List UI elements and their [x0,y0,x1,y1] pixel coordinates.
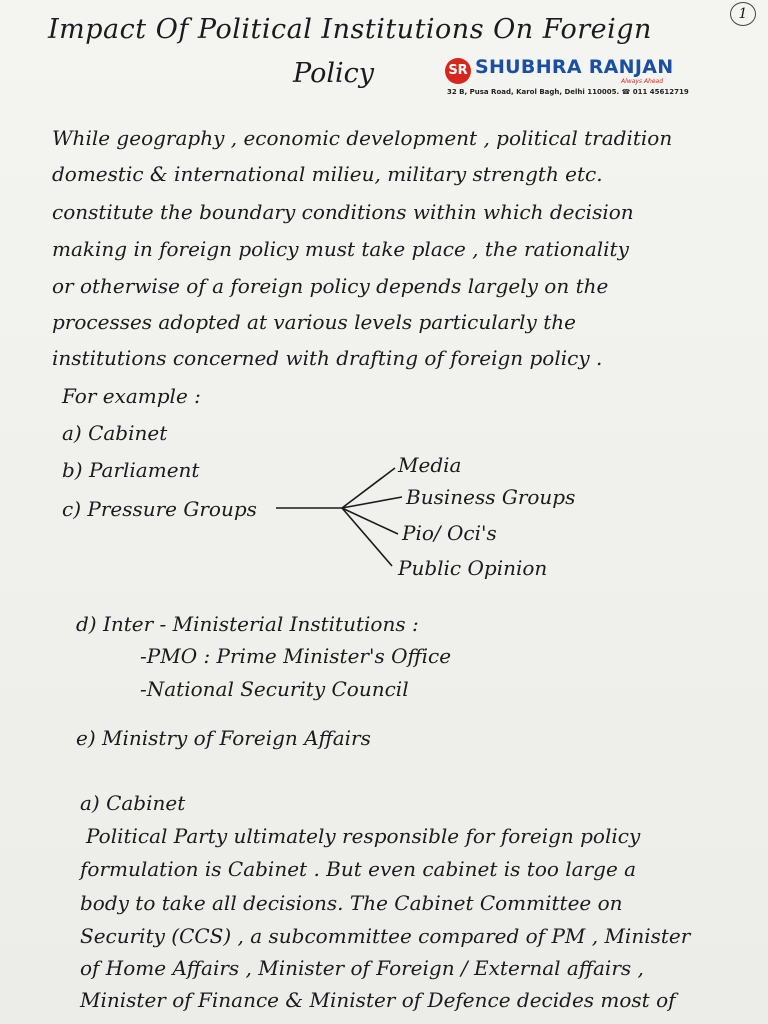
list-subitem: -PMO : Prime Minister's Office [140,644,452,668]
list-item: b) Parliament [62,458,200,482]
pressure-group-item: Public Opinion [398,556,548,580]
page-number: 1 [730,2,756,26]
section-line: formulation is Cabinet . But even cabinet is too large a [80,857,637,881]
section-heading: a) Cabinet [80,791,186,815]
list-item: a) Cabinet [62,421,168,445]
section-line: body to take all decisions. The Cabinet Committee on [80,891,623,915]
branch-line [342,508,398,534]
list-item: e) Ministry of Foreign Affairs [76,726,371,750]
for-example-label: For example : [62,384,201,408]
pressure-group-item: Pio/ Oci's [402,521,497,545]
pressure-group-item: Business Groups [406,485,576,509]
brand-name: SHUBHRA RANJAN [475,56,674,78]
intro-line: or otherwise of a foreign policy depends largely on the [52,274,609,298]
pressure-group-item: Media [398,453,462,477]
section-line: Minister of Finance & Minister of Defence decides most of [80,988,676,1012]
page-title: Impact Of Political Institutions On Foreign [48,14,652,45]
list-item: d) Inter - Ministerial Institutions : [76,612,419,636]
section-line: of Home Affairs , Minister of Foreign / External affairs , [80,956,644,980]
section-line: Political Party ultimately responsible for foreign policy [86,824,641,848]
page-title-line2: Policy [293,58,374,89]
intro-line: processes adopted at various levels particularly the [52,310,576,334]
list-subitem: -National Security Council [140,677,409,701]
section-line: Security (CCS) , a subcommittee compared of PM , Minister [80,924,691,948]
intro-line: institutions concerned with drafting of foreign policy . [52,346,603,370]
branch-line [342,468,395,508]
brand-address: 32 B, Pusa Road, Karol Bagh, Delhi 110005. ☎ 011 45612719 [447,88,689,96]
intro-line: constitute the boundary conditions within which decision [52,200,634,224]
intro-line: domestic & international milieu, military strength etc. [52,162,603,186]
brand-logo-icon: SR [445,58,471,84]
intro-line: making in foreign policy must take place , the rationality [52,237,629,261]
brand-tagline: Always Ahead [621,78,664,85]
branch-line [342,497,402,508]
branch-line [342,508,392,566]
list-item: c) Pressure Groups [62,497,257,521]
intro-line: While geography , economic development , political tradition [52,126,673,150]
